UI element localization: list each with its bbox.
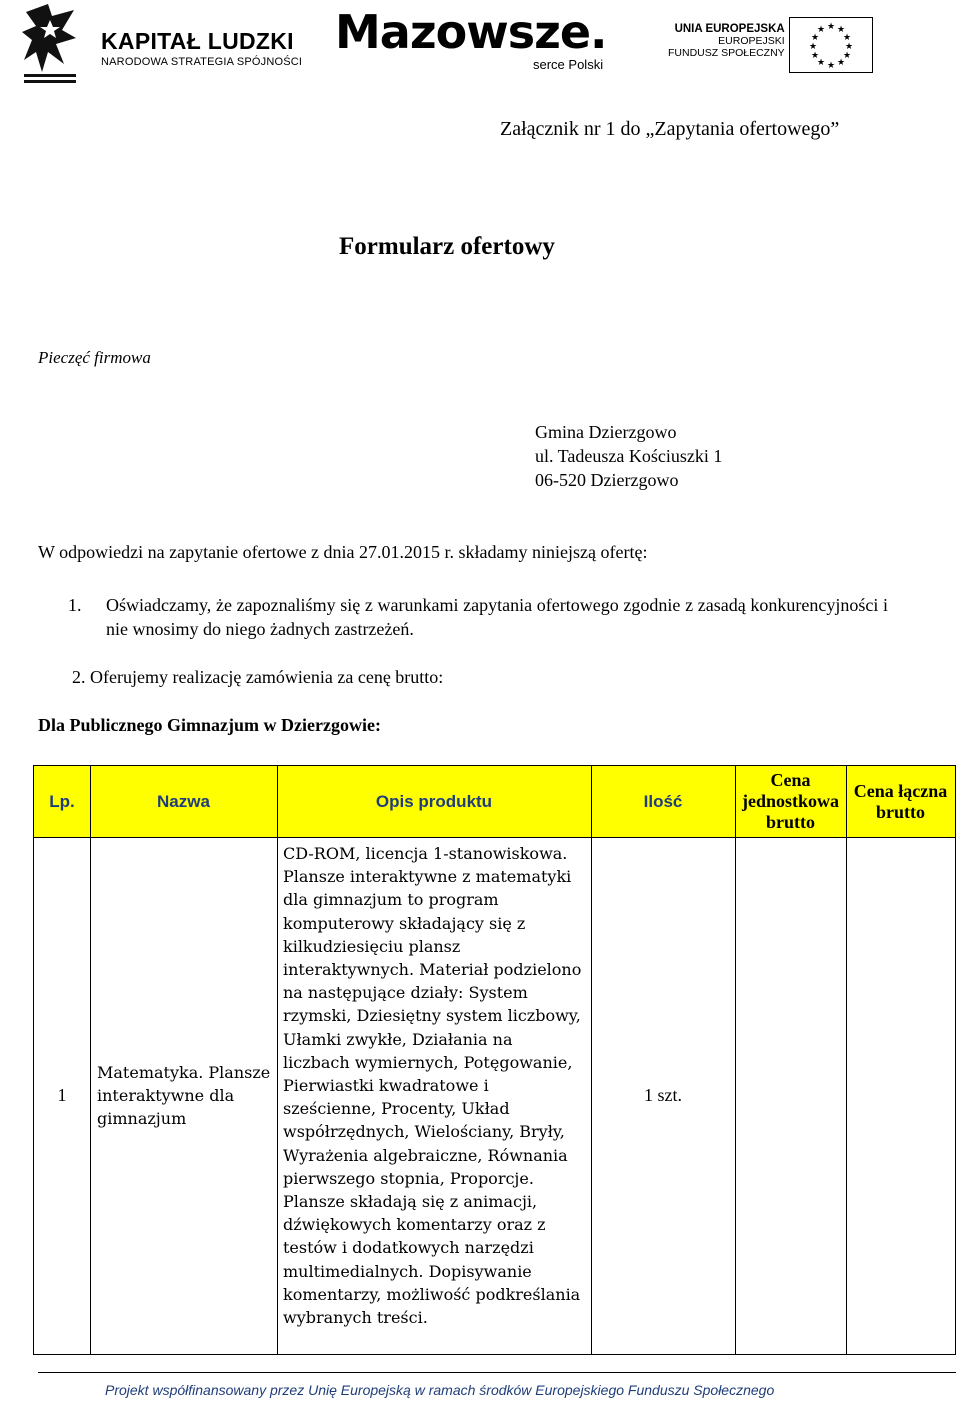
page-title: Formularz ofertowy bbox=[339, 233, 555, 260]
point-2: 2. Oferujemy realizację zamówienia za cenę brutto: bbox=[72, 667, 444, 687]
mazowsze-wordmark: Mazowsze. bbox=[335, 5, 607, 59]
mazowsze-tagline: serce Polski bbox=[533, 57, 604, 72]
point-1-text: Oświadczamy, że zapoznaliśmy się z warunkami zapytania ofertowego zgodnie z zasadą konkurencyjności i nie wnosimy do niego żadnych zastrzeżeń. bbox=[106, 595, 888, 639]
eu-label-line3: FUNDUSZ SPOŁECZNY bbox=[668, 47, 785, 59]
recipient-street: ul. Tadeusza Kościuszki 1 bbox=[535, 446, 723, 466]
header-ilosc: Ilość bbox=[643, 791, 683, 811]
school-heading: Dla Publicznego Gimnazjum w Dzierzgowie: bbox=[38, 715, 381, 735]
svg-text:★: ★ bbox=[826, 22, 836, 32]
kapital-ludzki-subtitle: NARODOWA STRATEGIA SPÓJNOŚCI bbox=[101, 56, 303, 68]
recipient-address bbox=[535, 420, 722, 492]
kapital-ludzki-logo bbox=[22, 2, 78, 86]
eu-label bbox=[668, 23, 785, 59]
eu-flag-icon bbox=[789, 17, 873, 73]
svg-text:★: ★ bbox=[808, 42, 818, 52]
svg-text:★: ★ bbox=[816, 25, 826, 35]
point-1 bbox=[68, 593, 888, 641]
column-divider bbox=[90, 766, 91, 1354]
svg-text:★: ★ bbox=[836, 58, 846, 68]
attachment-label: Załącznik nr 1 do „Zapytania ofertowego” bbox=[500, 118, 840, 140]
recipient-city: 06-520 Dzierzgowo bbox=[535, 470, 679, 490]
svg-text:★: ★ bbox=[810, 33, 820, 43]
header-opis: Opis produktu bbox=[375, 791, 493, 811]
row-1-ilosc: 1 szt. bbox=[644, 1085, 682, 1105]
svg-text:★: ★ bbox=[810, 51, 820, 61]
footer-text: Projekt współfinansowany przez Unię Europejską w ramach środków Europejskiego Funduszu Społecznego bbox=[105, 1382, 775, 1398]
svg-text:★: ★ bbox=[816, 58, 826, 68]
header-nazwa: Nazwa bbox=[157, 791, 210, 811]
offer-table bbox=[33, 765, 956, 1355]
svg-text:★: ★ bbox=[826, 61, 836, 71]
company-seal-label: Pieczęć firmowa bbox=[38, 348, 151, 367]
footer-divider bbox=[38, 1372, 956, 1373]
intro-text: W odpowiedzi na zapytanie ofertowe z dnia 27.01.2015 r. składamy niniejszą ofertę: bbox=[38, 542, 648, 562]
eu-label-line1: UNIA EUROPEJSKA bbox=[674, 23, 785, 35]
column-divider bbox=[277, 766, 278, 1354]
row-1-cena-laczna[interactable] bbox=[846, 837, 955, 1354]
svg-text:★: ★ bbox=[844, 42, 854, 52]
row-1-lp: 1 bbox=[57, 1085, 67, 1105]
row-1-nazwa: Matematyka. Plansze interaktywne dla gimnazjum bbox=[97, 1063, 271, 1128]
row-1-cena-jednostkowa[interactable] bbox=[735, 837, 846, 1354]
point-1-number: 1. bbox=[68, 595, 82, 615]
header-cena-laczna: Cena łączna brutto bbox=[853, 780, 948, 822]
kapital-ludzki-emblem-icon bbox=[22, 2, 78, 86]
svg-text:★: ★ bbox=[842, 33, 852, 43]
svg-text:★: ★ bbox=[842, 51, 852, 61]
eu-label-line2: EUROPEJSKI bbox=[718, 35, 785, 47]
kapital-ludzki-title: KAPITAŁ LUDZKI bbox=[101, 28, 294, 54]
header-cena-jednostkowa: Cena jednostkowa brutto bbox=[741, 770, 839, 832]
header-lp: Lp. bbox=[49, 791, 75, 811]
svg-text:★: ★ bbox=[836, 25, 846, 35]
row-1-opis: CD-ROM, licencja 1-stanowiskowa. Plansze interaktywne z matematyki dla gimnazjum to program komputerowy składający się z kilkudziesięciu plansz interaktywnych. Materiał podzielono na następujące działy: System rzymski, Dziesiętny system liczbowy, Ułamki zwykłe, Działania na liczbach wymiernych, Potęgowanie, Pierwiastki kwadratowe i sześcienne, Procenty, Układ współrzędnych, Wielościany, Bryły, Wyrażenia algebraiczne, Równania pierwszego stopnia, Proporcje. Plansze składają się z animacji, dźwiękowych komentarzy oraz z testów i dodatkowych narzędzi multimedialnych. Dopisywanie komentarzy, możliwość podkreślania wybranych treści. bbox=[283, 844, 582, 1328]
recipient-name: Gmina Dzierzgowo bbox=[535, 422, 677, 442]
